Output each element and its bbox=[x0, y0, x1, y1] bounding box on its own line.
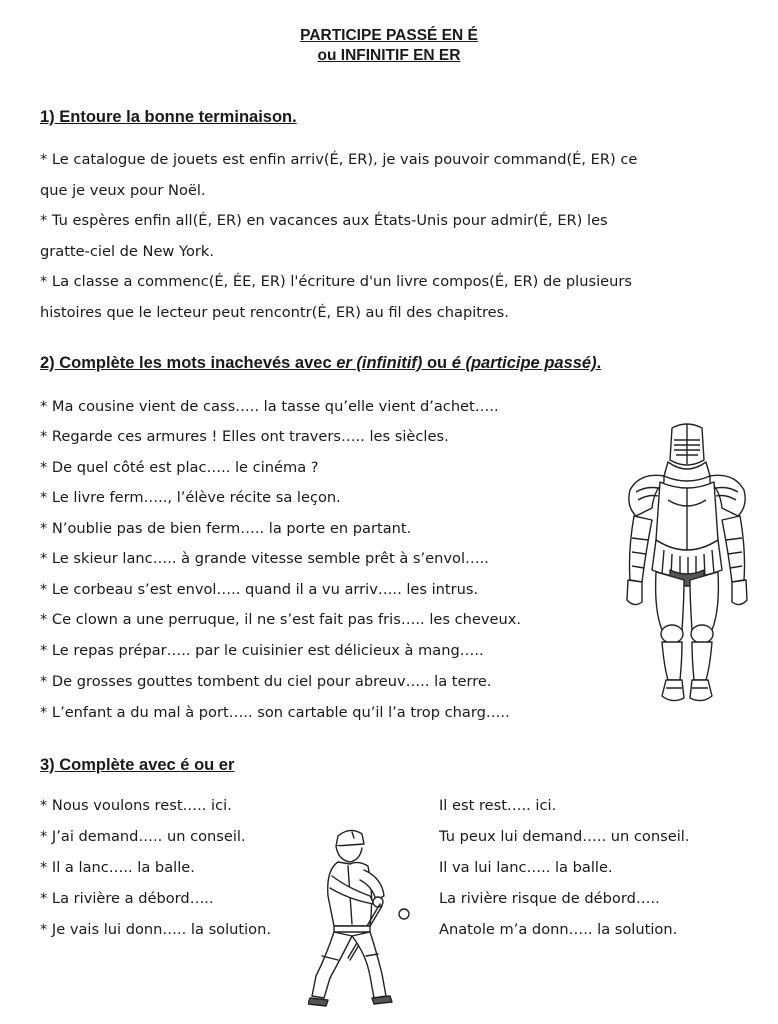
section-2-line: * L’enfant a du mal à port….. son cartable qu’il l’a trop charg….. bbox=[40, 704, 510, 721]
section-3-left-line: * Il a lanc….. la balle. bbox=[40, 859, 195, 876]
section-1-line: que je veux pour Noël. bbox=[40, 182, 206, 199]
section-1-line: gratte-ciel de New York. bbox=[40, 243, 214, 260]
section-3-left-line: * Je vais lui donn….. la solution. bbox=[40, 921, 271, 938]
section-2-heading-part: . bbox=[596, 354, 602, 372]
section-1-heading: 1) Entoure la bonne terminaison. bbox=[40, 108, 297, 126]
section-3-right-line: Il va lui lanc….. la balle. bbox=[439, 859, 613, 876]
section-3-left-line: * Nous voulons rest….. ici. bbox=[40, 797, 232, 814]
section-2-line: * De grosses gouttes tombent du ciel pour abreuv….. la terre. bbox=[40, 673, 492, 690]
section-3-right-line: La rivière risque de débord….. bbox=[439, 890, 660, 907]
section-2-line: * Le livre ferm….., l’élève récite sa leçon. bbox=[40, 489, 341, 506]
section-2-line: * Ma cousine vient de cass….. la tasse qu’elle vient d’achet….. bbox=[40, 398, 499, 415]
section-2-heading-infinitif: er (infinitif) bbox=[336, 354, 423, 372]
section-3-right-line: Il est rest….. ici. bbox=[439, 797, 557, 814]
section-1-line: * Le catalogue de jouets est enfin arriv(É, ER), je vais pouvoir command(É, ER) ce bbox=[40, 151, 638, 168]
section-3-right-line: Anatole m’a donn….. la solution. bbox=[439, 921, 678, 938]
page-title-line-1: PARTICIPE PASSÉ EN É bbox=[300, 27, 478, 44]
section-1-line: histoires que le lecteur peut rencontr(É, ER) au fil des chapitres. bbox=[40, 304, 509, 321]
section-3-left-line: * La rivière a débord….. bbox=[40, 890, 214, 907]
section-3-heading: 3) Complète avec é ou er bbox=[40, 756, 235, 774]
section-2-heading-part: 2) Complète les mots inachevés avec bbox=[40, 354, 337, 372]
section-1-line: * La classe a commenc(É, ÉE, ER) l'écriture d'un livre compos(É, ER) de plusieurs bbox=[40, 273, 632, 290]
knight-armor-illustration bbox=[612, 420, 762, 710]
section-2-heading bbox=[40, 354, 601, 373]
section-2-heading-participe: é (participe passé) bbox=[451, 354, 597, 372]
section-2-line: * De quel côté est plac….. le cinéma ? bbox=[40, 459, 319, 476]
baseball-batter-illustration bbox=[308, 826, 418, 1011]
section-1-line: * Tu espères enfin all(É, ER) en vacances aux États-Unis pour admir(É, ER) les bbox=[40, 212, 608, 229]
section-2-line: * N’oublie pas de bien ferm….. la porte en partant. bbox=[40, 520, 412, 537]
section-2-line: * Le corbeau s’est envol….. quand il a vu arriv….. les intrus. bbox=[40, 581, 479, 598]
section-2-line: * Le skieur lanc….. à grande vitesse semble prêt à s’envol….. bbox=[40, 550, 489, 567]
section-2-line: * Regarde ces armures ! Elles ont travers….. les siècles. bbox=[40, 428, 449, 445]
section-2-line: * Ce clown a une perruque, il ne s’est fait pas fris….. les cheveux. bbox=[40, 611, 521, 628]
section-3-right-line: Tu peux lui demand….. un conseil. bbox=[439, 828, 690, 845]
section-2-heading-part: ou bbox=[422, 354, 452, 372]
section-2-line: * Le repas prépar….. par le cuisinier est délicieux à mang….. bbox=[40, 642, 484, 659]
page-title-line-2: ou INFINITIF EN ER bbox=[317, 47, 461, 64]
section-3-left-line: * J’ai demand….. un conseil. bbox=[40, 828, 246, 845]
